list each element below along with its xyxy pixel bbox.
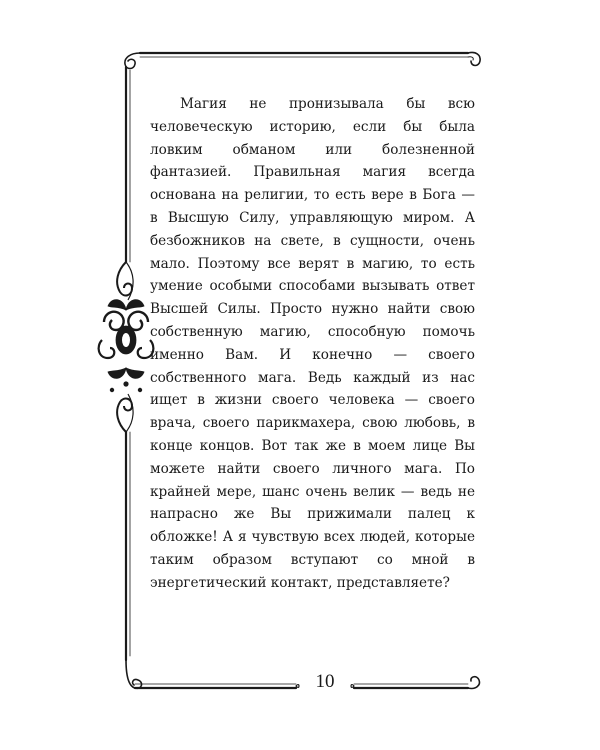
frame-left-ornament — [99, 262, 154, 432]
frame-corner-top-right — [468, 52, 480, 65]
body-paragraph: Магия не пронизывала бы всю человеческую историю, если бы была ловким обманом или болезненной фантазией. Правильная магия всегда основана на религии, то есть вере в Бога — в Высшую Силу, управляющую миром. А безбожников на свете, в сущности, очень мало. Поэтому все верят в магию, то есть умение особыми способами вызывать ответ Высшей Силы. Просто нужно найти свою собственную магию, способную помочь именно Вам. И конечно — своего собственного мага. Ведь каждый из нас ищет в жизни своего человека — своего врача, своего парикмахера, свою любовь, в конце концов. Вот так же в моем лице Вы можете найти своего личного мага. По крайней мере, шанс очень велик — ведь не напрасно же Вы прижимали палец к обложке! А я чувствую всех людей, которые таким образом вступают со мной в энергетический контакт, представляете? — [150, 96, 475, 591]
frame-corner-bottom-right — [468, 677, 479, 689]
frame-corner-top-left — [125, 53, 140, 69]
page-number: 10 — [315, 671, 335, 692]
main-text-block — [150, 93, 475, 595]
